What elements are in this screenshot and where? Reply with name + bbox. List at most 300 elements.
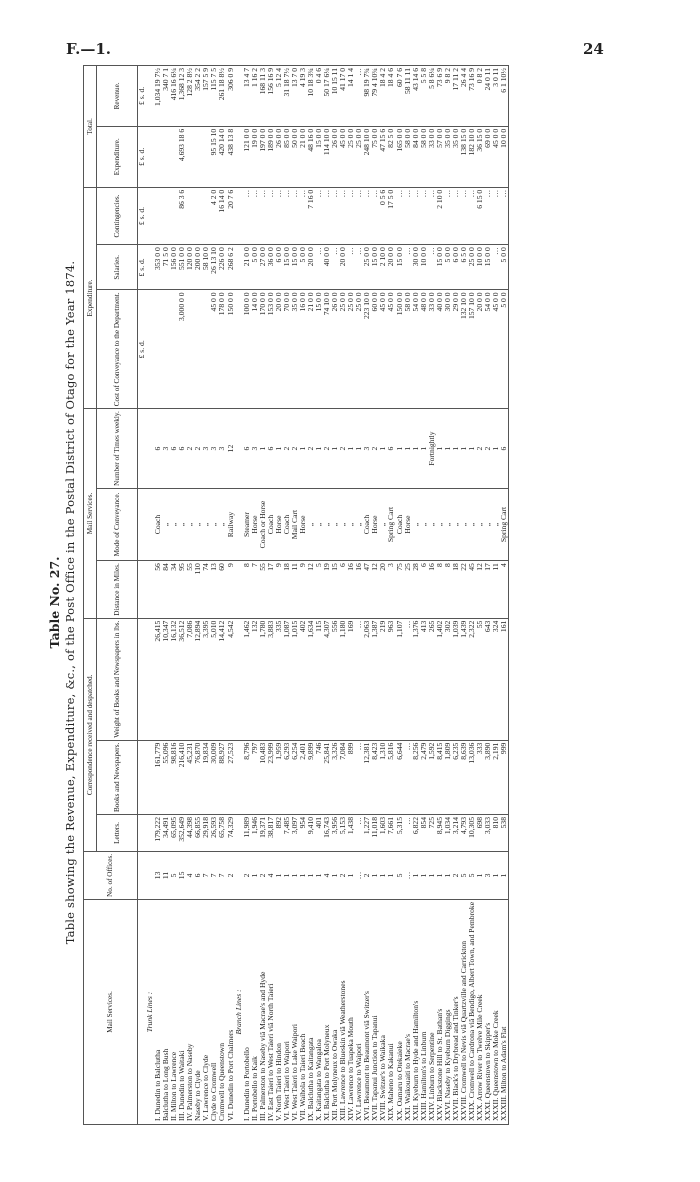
- cell-salaries: 10 0 0: [420, 245, 428, 290]
- col-times: Number of Times weekly.: [97, 409, 138, 489]
- cell-books: 797: [251, 740, 259, 814]
- cell-cost: 15 0 0: [315, 290, 323, 409]
- cell-letters: 7,485: [283, 814, 291, 851]
- page-header-ref: F.—1.: [66, 40, 112, 58]
- cell-cost: 157 10 0: [468, 290, 476, 409]
- cell-offices: 1: [412, 851, 420, 899]
- cell-contingencies: …: [363, 187, 371, 244]
- cell-contingencies: …: [323, 187, 331, 244]
- cell-distance: 9: [299, 561, 307, 619]
- table-row: [218, 66, 226, 1125]
- cell-weight: 1,634: [307, 618, 315, 740]
- cell-cost: 40 0 0: [436, 290, 444, 409]
- cell-books: 10,483: [259, 740, 267, 814]
- cell-times: 1: [404, 409, 412, 489]
- table-row: [243, 66, 251, 1125]
- cell-letters: …: [404, 814, 412, 851]
- cell-times: 1: [412, 409, 420, 489]
- cell-mode: Coach: [267, 488, 275, 560]
- cell-books: 45,231: [186, 740, 194, 814]
- cell-books: 8,639: [460, 740, 468, 814]
- cell-times: 1: [444, 409, 452, 489]
- cell-revenue: 18 4 6: [387, 66, 395, 127]
- empty-cell: [146, 290, 154, 409]
- cell-revenue: 10 18 3¾: [307, 66, 315, 127]
- cell-cost: 20 0 0: [476, 290, 484, 409]
- cell-expenditure: 50 0 0: [291, 126, 299, 187]
- cell-mode: „: [186, 488, 194, 560]
- cell-expenditure: [194, 126, 202, 187]
- cell-mode: „: [412, 488, 420, 560]
- cell-letters: 6,822: [412, 814, 420, 851]
- cell-expenditure: 26 0 0: [331, 126, 339, 187]
- cell-contingencies: …: [412, 187, 420, 244]
- cell-service: XV. Lawrence to Waipori: [355, 899, 363, 1124]
- cell-offices: 15: [178, 851, 186, 899]
- cell-revenue: 24 0 11: [484, 66, 492, 127]
- table-row: [428, 66, 436, 1125]
- cell-offices: 1: [444, 851, 452, 899]
- cell-distance: 20: [379, 561, 387, 619]
- cell-expenditure: 182 10 0: [468, 126, 476, 187]
- cell-expenditure: 48 16 0: [307, 126, 315, 187]
- cell-service: V. North Taieri to Hindon: [275, 899, 283, 1124]
- group-total: Total.: [84, 66, 97, 188]
- cell-salaries: 27 0 0: [259, 245, 267, 290]
- cell-revenue: 340 7 1: [162, 66, 170, 127]
- cell-mode: „: [331, 488, 339, 560]
- cell-distance: 95: [178, 561, 186, 619]
- cell-distance: 45: [468, 561, 476, 619]
- cell-salaries: 10 0 0: [476, 245, 484, 290]
- cell-letters: 954: [299, 814, 307, 851]
- cell-mode: Horse: [275, 488, 283, 560]
- cell-weight: 265: [428, 618, 436, 740]
- cell-mode: Coach or Horse: [259, 488, 267, 560]
- cell-offices: 1: [291, 851, 299, 899]
- cell-books: 27,523: [227, 740, 235, 814]
- cell-books: 1,959: [275, 740, 283, 814]
- cell-offices: 1: [299, 851, 307, 899]
- cell-weight: 1,376: [412, 618, 420, 740]
- cell-distance: 55: [259, 561, 267, 619]
- cell-distance: 8: [436, 561, 444, 619]
- cell-distance: 17: [484, 561, 492, 619]
- cell-weight: …: [404, 618, 412, 740]
- cell-revenue: 5 8 6¼: [428, 66, 436, 127]
- cell-books: 8,256: [412, 740, 420, 814]
- lsd-revenue: £ s. d.: [138, 66, 147, 127]
- cell-service: X. Kaitangata to Wangaloa: [315, 899, 323, 1124]
- cell-letters: 9,410: [307, 814, 315, 851]
- cell-times: 2: [194, 409, 202, 489]
- cell-salaries: 26 13 10: [210, 245, 218, 290]
- cell-salaries: …: [347, 245, 355, 290]
- cell-revenue: 79 4 10¾: [371, 66, 379, 127]
- cell-salaries: 15 0 0: [436, 245, 444, 290]
- cell-salaries: …: [404, 245, 412, 290]
- cell-books: 216,410: [178, 740, 186, 814]
- cell-offices: 1: [251, 851, 259, 899]
- cell-books: 19,834: [202, 740, 210, 814]
- cell-weight: 324: [492, 618, 500, 740]
- cell-salaries: 5 0 0: [251, 245, 259, 290]
- cell-cost: 35 0 0: [291, 290, 299, 409]
- cell-mode: „: [202, 488, 210, 560]
- cell-salaries: 15 0 0: [371, 245, 379, 290]
- cell-cost: 223 10 0: [363, 290, 371, 409]
- cell-cost: [154, 290, 162, 409]
- cell-service: XXXI. Queenstown to Skipper's: [484, 899, 492, 1124]
- cell-distance: 9: [275, 561, 283, 619]
- cell-cost: 16 0 0: [299, 290, 307, 409]
- cell-revenue: 26 4 4: [460, 66, 468, 127]
- cell-contingencies: [194, 187, 202, 244]
- cell-expenditure: 33 0 0: [428, 126, 436, 187]
- cell-salaries: 15 0 0: [396, 245, 404, 290]
- cell-letters: 3,097: [291, 814, 299, 851]
- cell-contingencies: …: [339, 187, 347, 244]
- cell-cost: 45 0 0: [379, 290, 387, 409]
- cell-books: 7,084: [339, 740, 347, 814]
- cell-books: 1,310: [379, 740, 387, 814]
- cell-expenditure: 45 0 0: [339, 126, 347, 187]
- cell-salaries: 15 0 0: [283, 245, 291, 290]
- cell-mode: Mail Cart: [291, 488, 299, 560]
- cell-expenditure: 35 0 0: [452, 126, 460, 187]
- cell-expenditure: [154, 126, 162, 187]
- cell-revenue: 10 15 11: [331, 66, 339, 127]
- cell-expenditure: 15 0 0: [315, 126, 323, 187]
- table-row: [178, 66, 186, 1125]
- cell-offices: 1: [379, 851, 387, 899]
- col-total-expenditure: Expenditure.: [97, 126, 138, 187]
- cell-distance: 11: [492, 561, 500, 619]
- cell-times: 1: [299, 409, 307, 489]
- cell-revenue: 1,034 19 7½: [154, 66, 162, 127]
- cell-cost: 74 10 0: [323, 290, 331, 409]
- cell-cost: 132 10 0: [460, 290, 468, 409]
- cell-contingencies: …: [243, 187, 251, 244]
- table-caption: Table showing the Revenue, Expenditure, &c., of the Post Office in the Postal District of Otago for the Year 1874.: [63, 260, 77, 945]
- cell-offices: 5: [468, 851, 476, 899]
- cell-expenditure: 45 0 0: [492, 126, 500, 187]
- cell-mode: „: [178, 488, 186, 560]
- cell-distance: 8: [444, 561, 452, 619]
- cell-contingencies: 2 10 0: [436, 187, 444, 244]
- cell-contingencies: …: [404, 187, 412, 244]
- table-row: [275, 66, 283, 1125]
- cell-salaries: 20 0 0: [307, 245, 315, 290]
- table-row: [371, 66, 379, 1125]
- cell-weight: 413: [420, 618, 428, 740]
- empty-cell: [146, 187, 154, 244]
- cell-books: 12,381: [363, 740, 371, 814]
- cell-revenue: 0 4 6: [315, 66, 323, 127]
- cell-cost: [162, 290, 170, 409]
- cell-cost: 45 0 0: [492, 290, 500, 409]
- cell-revenue: 60 7 6: [396, 66, 404, 127]
- cell-revenue: 128 2 8½: [186, 66, 194, 127]
- cell-letters: 38,817: [267, 814, 275, 851]
- cell-distance: 9: [227, 561, 235, 619]
- cell-weight: 402: [299, 618, 307, 740]
- cell-distance: 34: [170, 561, 178, 619]
- cell-books: 3,326: [331, 740, 339, 814]
- cell-mode: Spring Cart: [500, 488, 509, 560]
- cell-revenue: 98 19 7¾: [363, 66, 371, 127]
- cell-salaries: …: [428, 245, 436, 290]
- cell-salaries: 2 10 0: [379, 245, 387, 290]
- cell-weight: 963: [387, 618, 395, 740]
- section-label: Branch Lines :: [235, 899, 243, 1124]
- cell-weight: 26,415: [154, 618, 162, 740]
- cell-revenue: 354 2 2: [194, 66, 202, 127]
- cell-books: 161,779: [154, 740, 162, 814]
- cell-books: 55,096: [162, 740, 170, 814]
- cell-weight: 1,439: [460, 618, 468, 740]
- table-row: [396, 66, 404, 1125]
- cell-contingencies: …: [267, 187, 275, 244]
- cell-contingencies: …: [291, 187, 299, 244]
- table-row: [363, 66, 371, 1125]
- cell-cost: 178 0 0: [218, 290, 226, 409]
- cell-expenditure: 58 0 0: [404, 126, 412, 187]
- cell-distance: 3: [387, 561, 395, 619]
- cell-revenue: 5 5 8: [420, 66, 428, 127]
- cell-books: 746: [315, 740, 323, 814]
- section-row: [235, 66, 243, 1125]
- cell-letters: 810: [492, 814, 500, 851]
- cell-expenditure: 75 0 0: [371, 126, 379, 187]
- cell-times: 1: [396, 409, 404, 489]
- cell-weight: 55: [476, 618, 484, 740]
- cell-contingencies: …: [396, 187, 404, 244]
- cell-weight: 3,883: [267, 618, 275, 740]
- cell-weight: 4,307: [323, 618, 331, 740]
- cell-expenditure: 25 0 0: [347, 126, 355, 187]
- cell-mode: „: [323, 488, 331, 560]
- cell-letters: 65,758: [218, 814, 226, 851]
- cell-revenue: 13 7 0: [291, 66, 299, 127]
- cell-revenue: …: [355, 66, 363, 127]
- cell-weight: 643: [484, 618, 492, 740]
- cell-letters: 892: [275, 814, 283, 851]
- section-row: [146, 66, 154, 1125]
- table-row: [492, 66, 500, 1125]
- table-row: [500, 66, 509, 1125]
- cell-times: 2: [283, 409, 291, 489]
- cell-mode: „: [420, 488, 428, 560]
- cell-mode: „: [218, 488, 226, 560]
- cell-revenue: 261 18 8½: [218, 66, 226, 127]
- cell-letters: 26,593: [210, 814, 218, 851]
- cell-offices: 1: [476, 851, 484, 899]
- cell-contingencies: 20 7 6: [227, 187, 235, 244]
- cell-times: 1: [315, 409, 323, 489]
- cell-expenditure: [186, 126, 194, 187]
- cell-cost: 170 0 0: [259, 290, 267, 409]
- cell-letters: …: [355, 814, 363, 851]
- cell-revenue: 17 11 2: [452, 66, 460, 127]
- cell-times: 2: [307, 409, 315, 489]
- table-row: [162, 66, 170, 1125]
- cell-weight: 2,063: [363, 618, 371, 740]
- table-row: [444, 66, 452, 1125]
- cell-distance: 6: [339, 561, 347, 619]
- cell-weight: 556: [331, 618, 339, 740]
- cell-books: 6,644: [396, 740, 404, 814]
- cell-letters: 19,371: [259, 814, 267, 851]
- cell-contingencies: …: [355, 187, 363, 244]
- cell-contingencies: …: [468, 187, 476, 244]
- cell-distance: 22: [460, 561, 468, 619]
- cell-cost: 150 0 0: [227, 290, 235, 409]
- cell-expenditure: 21 0 0: [299, 126, 307, 187]
- cell-distance: 28: [412, 561, 420, 619]
- cell-contingencies: …: [251, 187, 259, 244]
- cell-weight: 219: [379, 618, 387, 740]
- cell-contingencies: …: [492, 187, 500, 244]
- table-row: [347, 66, 355, 1125]
- cell-times: 3: [202, 409, 210, 489]
- col-mode: Mode of Conveyance.: [97, 488, 138, 560]
- cell-service: Clyde to Cromwell: [210, 899, 218, 1124]
- cell-expenditure: 248 10 0: [363, 126, 371, 187]
- cell-service: Naseby to Clyde: [194, 899, 202, 1124]
- cell-distance: 12: [476, 561, 484, 619]
- cell-offices: 1: [331, 851, 339, 899]
- cell-revenue: 14 1 4: [347, 66, 355, 127]
- cell-salaries: 5 0 0: [444, 245, 452, 290]
- group-expenditure: Expenditure.: [84, 187, 97, 408]
- cell-contingencies: 4 2 0: [210, 187, 218, 244]
- cell-cost: 54 0 0: [412, 290, 420, 409]
- cell-times: 3: [218, 409, 226, 489]
- cell-distance: 55: [186, 561, 194, 619]
- cell-distance: 18: [283, 561, 291, 619]
- table-row: [283, 66, 291, 1125]
- cell-offices: 1: [371, 851, 379, 899]
- table-row: [379, 66, 387, 1125]
- cell-contingencies: …: [484, 187, 492, 244]
- cell-service: XXX. Arrow River to Twelve Mile Creek: [476, 899, 484, 1124]
- cell-offices: 1: [275, 851, 283, 899]
- col-distance: Distance in Miles.: [97, 561, 138, 619]
- cell-times: 6: [243, 409, 251, 489]
- cell-distance: 4: [500, 561, 509, 619]
- cell-offices: 1: [492, 851, 500, 899]
- cell-distance: 12: [307, 561, 315, 619]
- cell-offices: 1: [500, 851, 509, 899]
- cell-revenue: 18 4 2: [379, 66, 387, 127]
- cell-expenditure: 82 5 0: [387, 126, 395, 187]
- cell-salaries: 71 5 0: [162, 245, 170, 290]
- cell-mode: „: [476, 488, 484, 560]
- cell-letters: 1,227: [363, 814, 371, 851]
- cell-weight: 115: [315, 618, 323, 740]
- cell-salaries: …: [315, 245, 323, 290]
- cell-weight: 1,780: [259, 618, 267, 740]
- cell-service: VI. West Taieri to Waipori: [283, 899, 291, 1124]
- cell-contingencies: 16 14 0: [218, 187, 226, 244]
- cell-cost: 20 0 0: [275, 290, 283, 409]
- cell-contingencies: …: [460, 187, 468, 244]
- cell-distance: 47: [363, 561, 371, 619]
- cell-salaries: 20 0 0: [387, 245, 395, 290]
- cell-letters: 29,918: [202, 814, 210, 851]
- cell-distance: 17: [267, 561, 275, 619]
- cell-revenue: 13 4 7: [243, 66, 251, 127]
- cell-times: 1: [468, 409, 476, 489]
- cell-cost: 21 0 0: [307, 290, 315, 409]
- cell-times: 2: [339, 409, 347, 489]
- cell-contingencies: …: [428, 187, 436, 244]
- cell-service: II. Milton to Lawrence: [170, 899, 178, 1124]
- cell-times: 6: [500, 409, 509, 489]
- cell-mode: „: [194, 488, 202, 560]
- cell-books: 999: [500, 740, 509, 814]
- cell-times: 2: [323, 409, 331, 489]
- cell-contingencies: …: [371, 187, 379, 244]
- cell-service: VI. West Taieri to Lake Waipori: [291, 899, 299, 1124]
- cell-times: 3: [251, 409, 259, 489]
- cell-service: XXIX. Cromwell to Cardrona viâ Bendigo, Albert Town, and Pembroke: [468, 899, 476, 1124]
- cell-offices: 2: [243, 851, 251, 899]
- cell-books: 2,479: [420, 740, 428, 814]
- cell-revenue: 156 16 9: [267, 66, 275, 127]
- cell-salaries: 551 0 0: [178, 245, 186, 290]
- cell-revenue: 306 0 9: [227, 66, 235, 127]
- cell-offices: 1: [283, 851, 291, 899]
- cell-times: 1: [379, 409, 387, 489]
- cell-service: VII. Waihola to Taieri Beach: [299, 899, 307, 1124]
- cell-letters: 74,329: [227, 814, 235, 851]
- cell-cost: 3,000 0 0: [178, 290, 186, 409]
- cell-distance: 16: [355, 561, 363, 619]
- cell-books: 6,293: [283, 740, 291, 814]
- cell-revenue: 58 11 11: [404, 66, 412, 127]
- cell-weight: 14,412: [218, 618, 226, 740]
- cell-contingencies: 0 5 6: [379, 187, 387, 244]
- cell-letters: 11,018: [371, 814, 379, 851]
- cell-mode: Horse: [404, 488, 412, 560]
- cell-weight: …: [355, 618, 363, 740]
- cell-cost: 25 0 0: [355, 290, 363, 409]
- cell-salaries: …: [355, 245, 363, 290]
- cell-mode: „: [339, 488, 347, 560]
- table-row: [315, 66, 323, 1125]
- cell-offices: 1: [315, 851, 323, 899]
- cell-salaries: 58 10 0: [202, 245, 210, 290]
- cell-offices: …: [404, 851, 412, 899]
- table-row: [154, 66, 162, 1125]
- cell-salaries: 36 0 0: [267, 245, 275, 290]
- cell-service: XVI. Beaumont to Beaumont viâ Switzer's: [363, 899, 371, 1124]
- cell-service: XX. Oamaru to Otekaieke: [396, 899, 404, 1124]
- table-row: [194, 66, 202, 1125]
- cell-mode: „: [355, 488, 363, 560]
- cell-service: XXIV. Linburn to Serpentine: [428, 899, 436, 1124]
- table-row: [404, 66, 412, 1125]
- cell-weight: 1,039: [452, 618, 460, 740]
- cell-distance: 74: [202, 561, 210, 619]
- cell-weight: 5,010: [210, 618, 218, 740]
- revenue-expenditure-table: [83, 65, 509, 1125]
- cell-books: …: [355, 740, 363, 814]
- cell-letters: 11,989: [243, 814, 251, 851]
- cell-cost: 5 0 0: [500, 290, 509, 409]
